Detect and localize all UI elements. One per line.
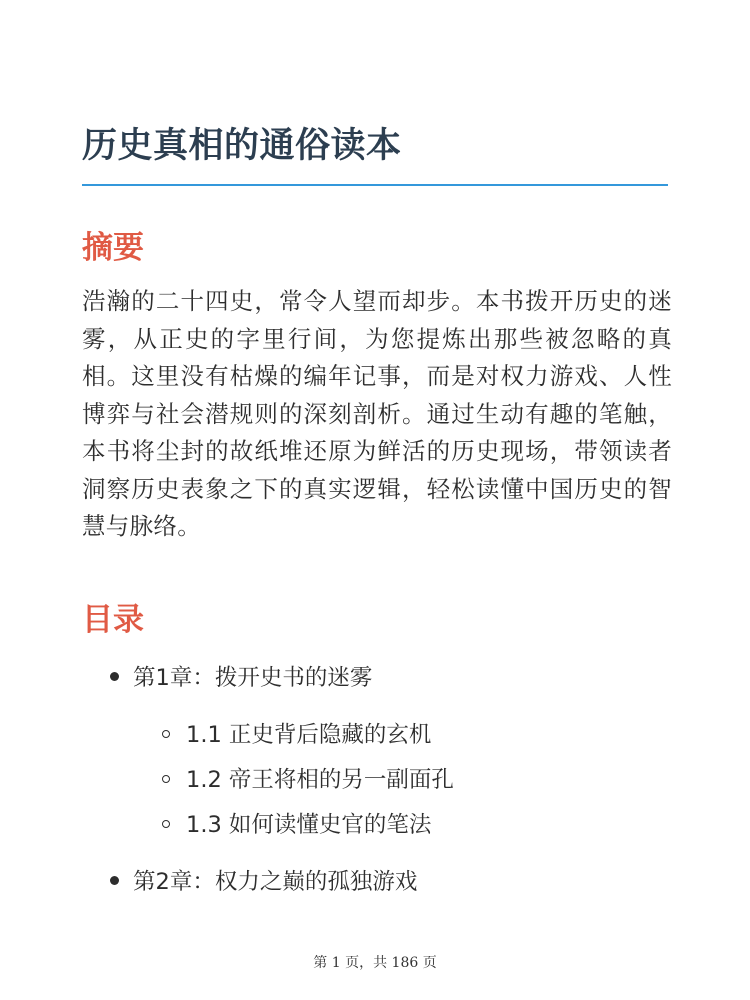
abstract-text: 浩瀚的二十四史，常令人望而却步。本书拨开历史的迷雾，从正史的字里行间，为您提炼出那些被忽略的真相。这里没有枯燥的编年记事，而是对权力游戏、人性博弈与社会潜规则的深刻剖析。通过生动有趣的笔触，本书将尘封的故纸堆还原为鲜活的历史现场，带领读者洞察历史表象之下的真实逻辑，轻松读懂中国历史的智慧与脉络。 [82,287,672,540]
title-divider [82,184,668,186]
circle-bullet-icon [162,730,170,738]
toc-section-label: 1.3 如何读懂史官的笔法 [186,812,432,838]
bullet-icon [110,876,119,885]
circle-bullet-icon [162,820,170,828]
abstract-heading: 摘要 [82,230,144,266]
bullet-icon [110,672,119,681]
toc-section-1-1[interactable] [162,717,431,749]
toc-section-label: 1.2 帝王将相的另一副面孔 [186,767,454,793]
toc-section-1-2[interactable] [162,762,454,794]
toc-heading: 目录 [82,602,144,638]
toc-section-1-3[interactable] [162,807,431,839]
toc-chapter-1[interactable] [110,660,372,692]
toc-chapter-2[interactable] [110,864,417,896]
toc-section-label: 1.1 正史背后隐藏的玄机 [186,722,432,748]
page-footer: 第 1 页，共 186 页 [313,955,437,971]
document-title: 历史真相的通俗读本 [82,126,402,166]
toc-chapter-label: 第1章：拨开史书的迷雾 [133,665,373,691]
toc-chapter-label: 第2章：权力之巅的孤独游戏 [133,869,418,895]
circle-bullet-icon [162,775,170,783]
